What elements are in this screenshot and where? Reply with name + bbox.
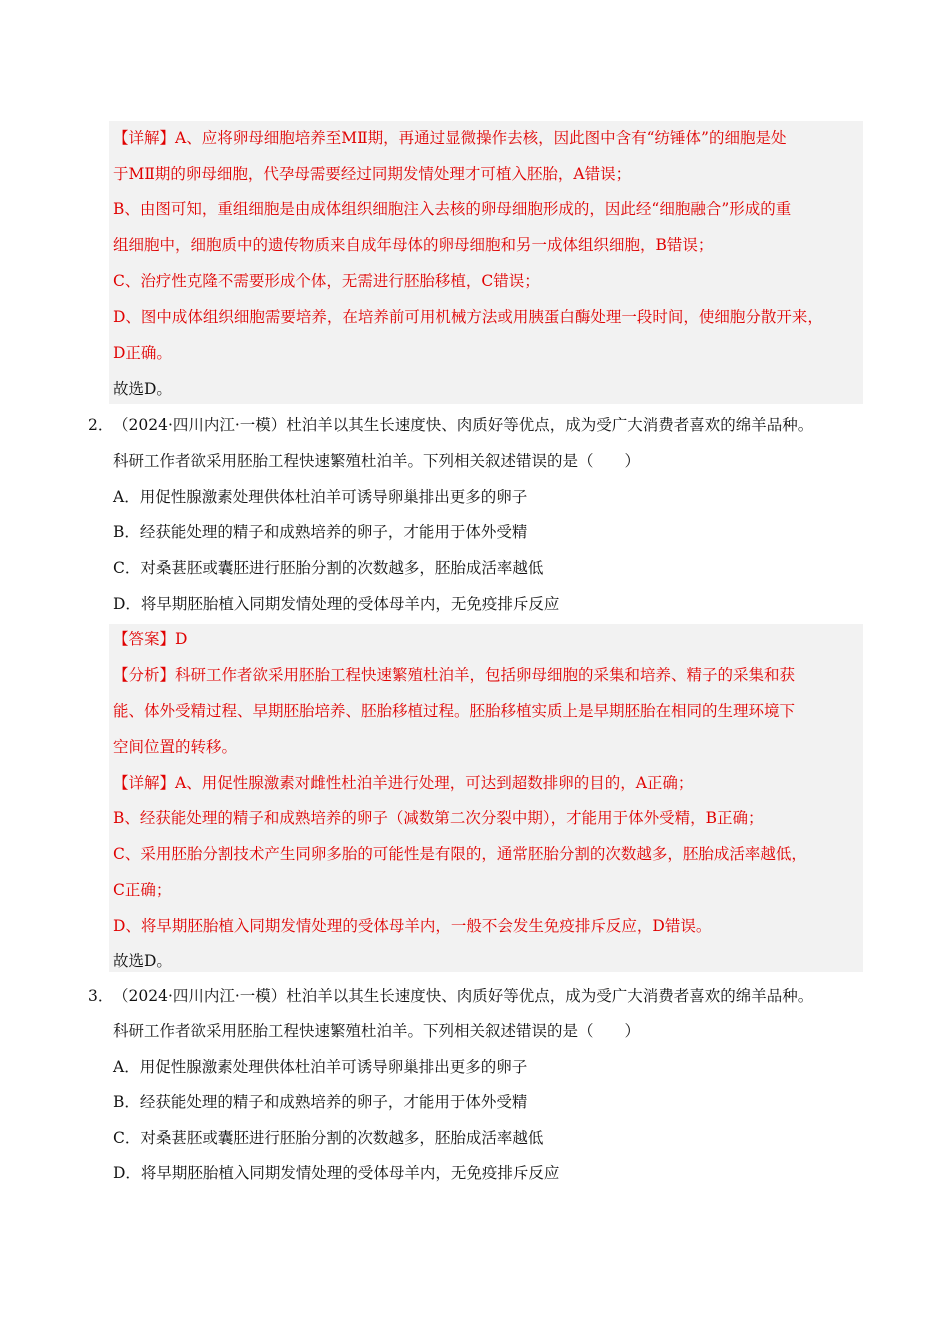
explanation-line: C、治疗性克隆不需要形成个体，无需进行胚胎移植，C错误； (113, 272, 540, 290)
explanation-line: B、经获能处理的精子和成熟培养的卵子（减数第二次分裂中期），才能用于体外受精，B正确； (113, 809, 764, 827)
explanation-line: 于MⅡ期的卵母细胞，代孕母需要经过同期发情处理才可植入胚胎，A错误； (113, 165, 632, 183)
explanation-line: 【详解】A、用促性腺激素对雌性杜泊羊进行处理，可达到超数排卵的目的，A正确； (113, 774, 694, 792)
question-number: 3． (88, 987, 114, 1005)
conclusion-text: 故选D。 (113, 952, 172, 970)
explanation-line: D、图中成体组织细胞需要培养，在培养前可用机械方法或用胰蛋白酶处理一段时间，使细胞分散开来， (113, 308, 823, 326)
option-d: D．将早期胚胎植入同期发情处理的受体母羊内，无免疫排斥反应 (113, 1164, 560, 1182)
explanation-line: 组细胞中，细胞质中的遗传物质来自成年母体的卵母细胞和另一成体组织细胞，B错误； (113, 236, 714, 254)
option-a: A．用促性腺激素处理供体杜泊羊可诱导卵巢排出更多的卵子 (113, 488, 528, 506)
option-b: B．经获能处理的精子和成熟培养的卵子，才能用于体外受精 (113, 1093, 528, 1111)
explanation-line: C、采用胚胎分割技术产生同卵多胎的可能性是有限的，通常胚胎分割的次数越多，胚胎成活率越低， (113, 845, 807, 863)
explanation-line: B、由图可知，重组细胞是由成体组织细胞注入去核的卵母细胞形成的，因此经“细胞融合”形成的重 (113, 200, 792, 218)
analysis-line: 能、体外受精过程、早期胚胎培养、胚胎移植过程。胚胎移植实质上是早期胚胎在相同的生理环境下 (113, 702, 796, 720)
question-number: 2． (88, 416, 114, 434)
answer-line: 【答案】D (113, 630, 188, 648)
question-stem: 科研工作者欲采用胚胎工程快速繁殖杜泊羊。下列相关叙述错误的是（ ） (113, 1022, 641, 1040)
question-stem: （2024·四川内江·一模）杜泊羊以其生长速度快、肉质好等优点，成为受广大消费者喜欢的绵羊品种。 (113, 416, 814, 434)
explanation-line: D正确。 (113, 344, 172, 362)
option-c: C．对桑葚胚或囊胚进行胚胎分割的次数越多，胚胎成活率越低 (113, 1129, 544, 1147)
option-d: D．将早期胚胎植入同期发情处理的受体母羊内，无免疫排斥反应 (113, 595, 560, 613)
option-b: B．经获能处理的精子和成熟培养的卵子，才能用于体外受精 (113, 523, 528, 541)
question-stem: （2024·四川内江·一模）杜泊羊以其生长速度快、肉质好等优点，成为受广大消费者喜欢的绵羊品种。 (113, 987, 814, 1005)
explanation-line: D、将早期胚胎植入同期发情处理的受体母羊内，一般不会发生免疫排斥反应，D错误。 (113, 917, 712, 935)
option-a: A．用促性腺激素处理供体杜泊羊可诱导卵巢排出更多的卵子 (113, 1058, 528, 1076)
option-c: C．对桑葚胚或囊胚进行胚胎分割的次数越多，胚胎成活率越低 (113, 559, 544, 577)
question-stem: 科研工作者欲采用胚胎工程快速繁殖杜泊羊。下列相关叙述错误的是（ ） (113, 452, 641, 470)
analysis-line: 空间位置的转移。 (113, 738, 238, 756)
explanation-line: C正确； (113, 881, 172, 899)
conclusion-text: 故选D。 (113, 380, 172, 398)
explanation-line: 【详解】A、应将卵母细胞培养至MⅡ期，再通过显微操作去核，因此图中含有“纺锤体”的细胞是处 (113, 129, 787, 147)
analysis-line: 【分析】科研工作者欲采用胚胎工程快速繁殖杜泊羊，包括卵母细胞的采集和培养、精子的采集和获 (113, 666, 796, 684)
